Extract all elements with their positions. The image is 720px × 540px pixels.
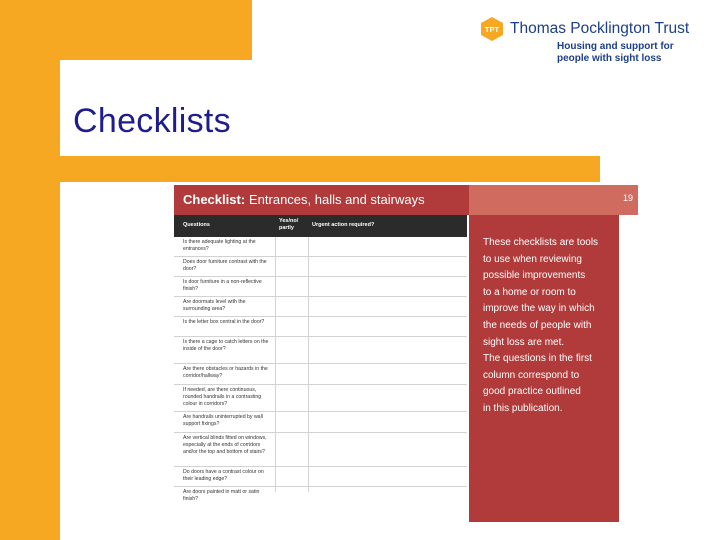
page-number: 19 [622,193,633,203]
table-row [174,317,467,337]
table-row [174,237,467,257]
question-text: Is there a cage to catch letters on the inside of the door? [183,339,269,352]
table-row [174,487,467,506]
orange-divider-band [60,156,600,182]
table-row [174,337,467,364]
side-text-line: to a home or room to [483,286,576,298]
side-text-line: These checklists are tools [483,237,599,248]
slide-title: Checklists [73,102,231,140]
logo-tagline [557,41,674,65]
column-header-urgent: Urgent action required? [312,222,375,228]
table-row [174,433,467,467]
table-row [174,257,467,277]
question-text: Is there adequate lighting at the entrances? [183,239,256,252]
side-text-line: possible improvements [483,270,586,282]
question-text: Is the letter box central in the door? [183,319,265,325]
table-header [174,215,467,237]
side-text-line: the needs of people with [483,319,592,331]
question-text: Are vertical blinds fitted on windows, especially at the ends of corridors and/or the top and bottom of stairs? [183,435,267,455]
column-header-questions: Questions [183,222,210,228]
document-header-side [469,185,638,215]
question-text: Are doormats level with the surrounding area? [183,299,246,312]
table-row [174,412,467,433]
document-header [174,185,469,215]
checklist-document [174,185,638,522]
logo [480,16,710,66]
question-text: Are handrails uninterrupted by wall support fixings? [183,414,263,427]
tpt-logo-icon [480,16,504,42]
table-row [174,277,467,297]
logo-tagline-line-2: people with sight loss [557,53,662,64]
question-text: If needed, are there continuous, rounded handrails in a contrasting colour in corridors? [183,387,262,407]
orange-left-band [0,0,60,540]
info-side-panel [469,215,619,522]
table-row [174,385,467,412]
side-text-line: good practice outlined [483,386,581,398]
table-row [174,297,467,317]
side-text-line: column correspond to [483,369,580,381]
logo-mark-letters: TPT [484,25,500,34]
side-text-line: to use when reviewing [483,253,582,265]
side-text-line: The questions in the first [483,353,592,365]
document-header-title: Entrances, halls and stairways [249,192,425,207]
column-header-yes-no: Yes/no/ partly [279,218,299,231]
document-header-label: Checklist: [183,192,246,207]
column-divider [275,237,276,492]
column-divider [308,237,309,492]
side-text-line: in this publication. [483,402,563,414]
question-text: Does door furniture contrast with the door? [183,259,267,272]
side-text-line: sight loss are met. [483,336,565,348]
logo-name: Thomas Pocklington Trust [510,20,690,37]
question-text: Is door furniture in a non-reflective finish? [183,279,262,292]
question-text: Are there obstacles or hazards in the corridor/hallway? [183,366,268,379]
question-text: Are doors painted in matt or satin finish? [183,489,260,502]
table-row [174,364,467,385]
side-text-line: improve the way in which [483,303,595,315]
table-row [174,467,467,487]
side-panel-text [483,235,615,418]
question-text: Do doors have a contrast colour on their leading edge? [183,469,264,482]
checklist-table [174,215,470,502]
logo-tagline-line-1: Housing and support for [557,41,674,52]
